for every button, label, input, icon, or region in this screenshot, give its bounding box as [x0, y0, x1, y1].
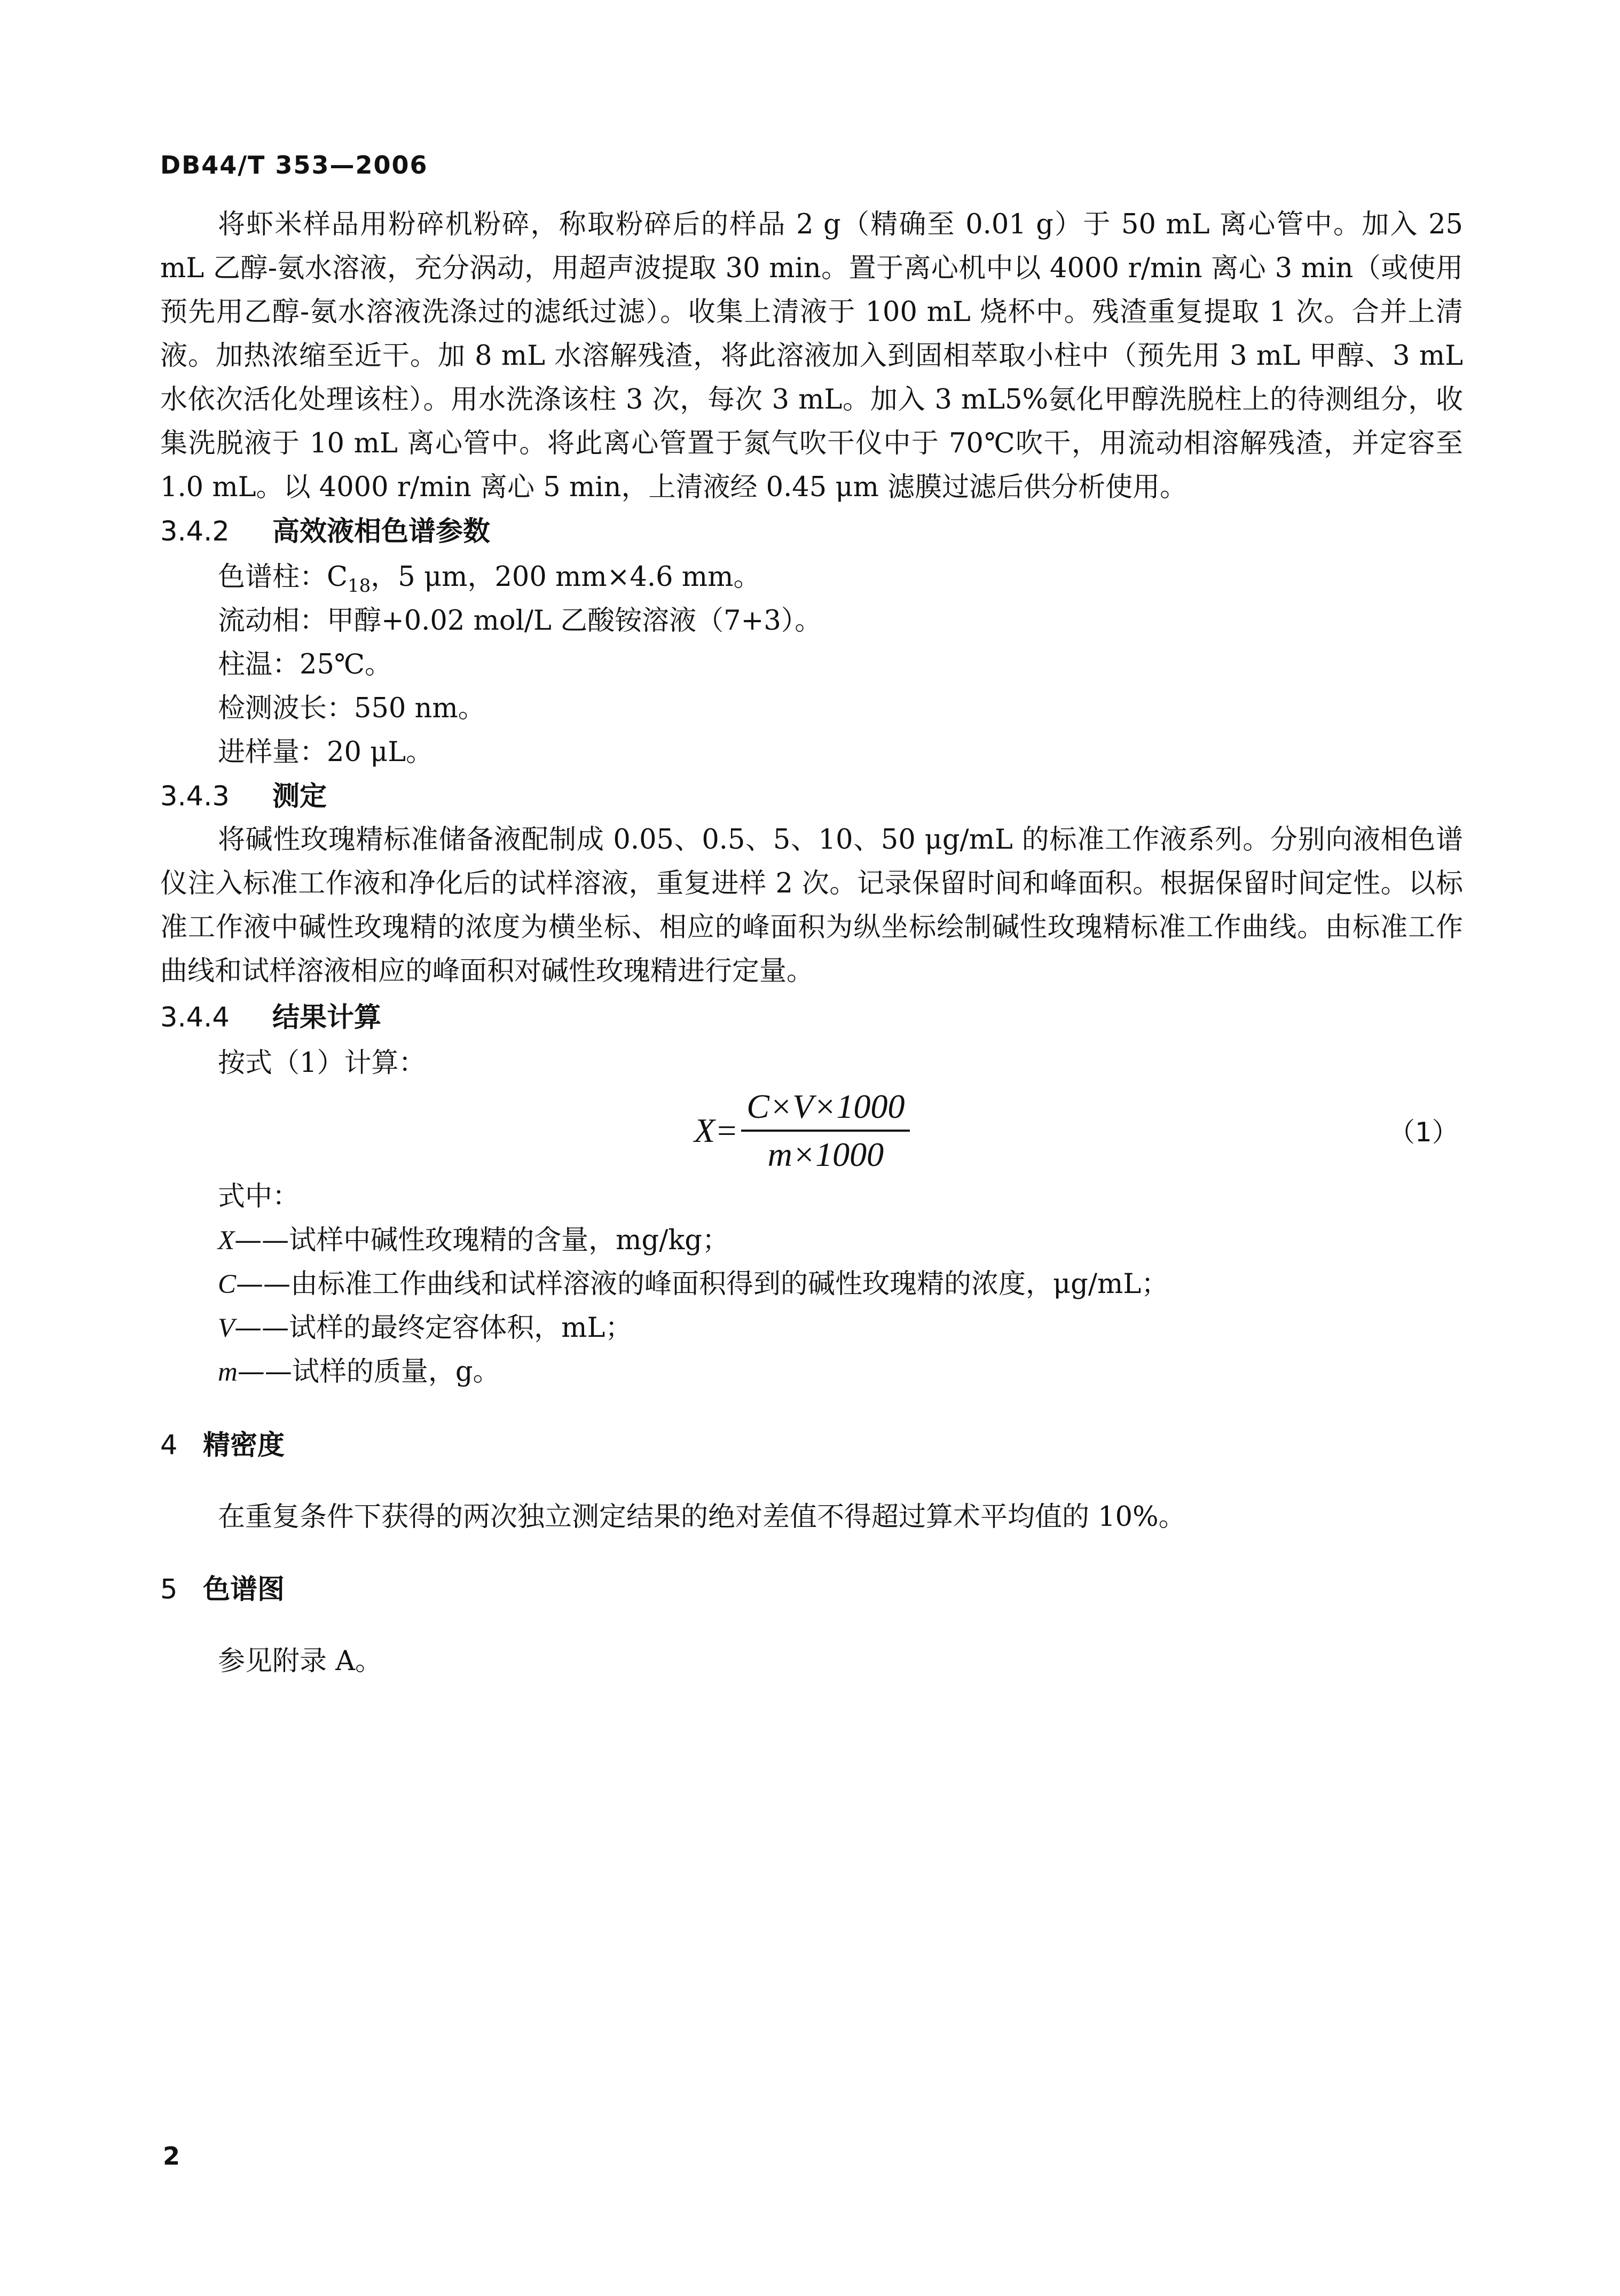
chromatogram-reference: 参见附录 A。 [218, 1645, 383, 1677]
definition-text: ——试样中碱性玫瑰精的含量，mg/kg； [234, 1225, 729, 1256]
definition-item [218, 1219, 729, 1263]
section-title: 测定 [272, 780, 327, 812]
section-number: 5 [160, 1574, 178, 1605]
section-number: 3.4.4 [160, 1002, 230, 1033]
section-title: 高效液相色谱参数 [272, 515, 491, 547]
definition-text: ——试样的质量，g。 [237, 1356, 500, 1388]
definition-symbol: m [218, 1357, 238, 1387]
equation-number: （1） [1388, 1117, 1459, 1148]
definition-symbol: V [218, 1313, 235, 1343]
measurement-paragraph: 将碱性玫瑰精标准储备液配制成 0.05、0.5、5、10、50 μg/mL 的标准工作液系列。分别向液相色谱仪注入标准工作液和净化后的试样溶液，重复进样 2 次。记录保留时间和峰面积。根据保留时间定性。以标准工作液中碱性玫瑰精的浓度为横坐标、相应的峰面积为纵坐标绘制碱性玫瑰精标准工作曲线。由标准工作曲线和试样溶液相应的峰面积对碱性玫瑰精进行定量。 [160, 824, 1463, 987]
column-spec: ，5 μm，200 mm×4.6 mm。 [371, 561, 761, 593]
definition-item [218, 1306, 632, 1350]
standard-code-header: DB44/T 353—2006 [160, 151, 428, 179]
definition-item [218, 1350, 500, 1394]
definition-item [218, 1263, 1168, 1306]
page-number: 2 [163, 2142, 180, 2170]
section-title: 色谱图 [203, 1573, 285, 1605]
section-number: 3.4.3 [160, 781, 230, 812]
precision-text: 在重复条件下获得的两次独立测定结果的绝对差值不得超过算术平均值的 10%。 [218, 1501, 1186, 1533]
formula-lhs: X= [694, 1111, 738, 1149]
section-5-heading [160, 1568, 285, 1612]
formula-fraction [741, 1087, 910, 1174]
where-label: 式中： [218, 1181, 300, 1212]
definition-text: ——试样的最终定容体积，mL； [234, 1312, 633, 1344]
hplc-mobile-phase-line: 流动相：甲醇+0.02 mol/L 乙酸铵溶液（7+3）。 [218, 605, 822, 637]
section-number: 4 [160, 1430, 178, 1461]
definition-symbol: C [218, 1270, 237, 1299]
column-subscript: 18 [348, 575, 371, 597]
formula-denominator: m×1000 [767, 1135, 884, 1173]
column-label: 色谱柱：C [218, 561, 348, 593]
section-3-4-2-heading [160, 510, 490, 554]
section-title: 结果计算 [272, 1001, 382, 1033]
section-3-4-4-heading [160, 996, 381, 1040]
sample-prep-paragraph: 将虾米样品用粉碎机粉碎，称取粉碎后的样品 2 g（精确至 0.01 g）于 50 mL 离心管中。加入 25 mL 乙醇-氨水溶液，充分涡动，用超声波提取 30 min。置于离心机中以 4000 r/min 离心 3 min（或使用预先用乙醇-氨水溶液洗涤过的滤纸过滤）。收集上清液于 100 mL 烧杯中。残渣重复提取 1 次。合并上清液。加热浓缩至近干。加 8 mL 水溶解残渣，将此溶液加入到固相萃取小柱中（预先用 3 mL 甲醇、3 mL 水依次活化处理该柱）。用水洗涤该柱 3 次，每次 3 mL。加入 3 mL5%氨化甲醇洗脱柱上的待测组分，收集洗脱液于 10 mL 离心管中。将此离心管置于氮气吹干仪中于 70℃吹干，用流动相溶解残渣，并定容至 1.0 mL。以 4000 r/min 离心 5 min，上清液经 0.45 μm 滤膜过滤后供分析使用。 [160, 209, 1463, 503]
definition-symbol: X [218, 1226, 235, 1256]
result-formula [694, 1087, 910, 1174]
formula-intro: 按式（1）计算： [218, 1047, 426, 1079]
definition-text: ——由标准工作曲线和试样溶液的峰面积得到的碱性玫瑰精的浓度，μg/mL； [236, 1268, 1169, 1300]
hplc-wavelength-line: 检测波长：550 nm。 [218, 693, 485, 724]
hplc-injection-line: 进样量：20 μL。 [218, 736, 434, 768]
hplc-temperature-line: 柱温：25℃。 [218, 649, 392, 680]
formula-numerator: C×V×1000 [741, 1087, 910, 1132]
section-number: 3.4.2 [160, 516, 230, 547]
section-3-4-3-heading [160, 774, 327, 819]
section-4-heading [160, 1423, 285, 1468]
section-title: 精密度 [203, 1429, 285, 1461]
